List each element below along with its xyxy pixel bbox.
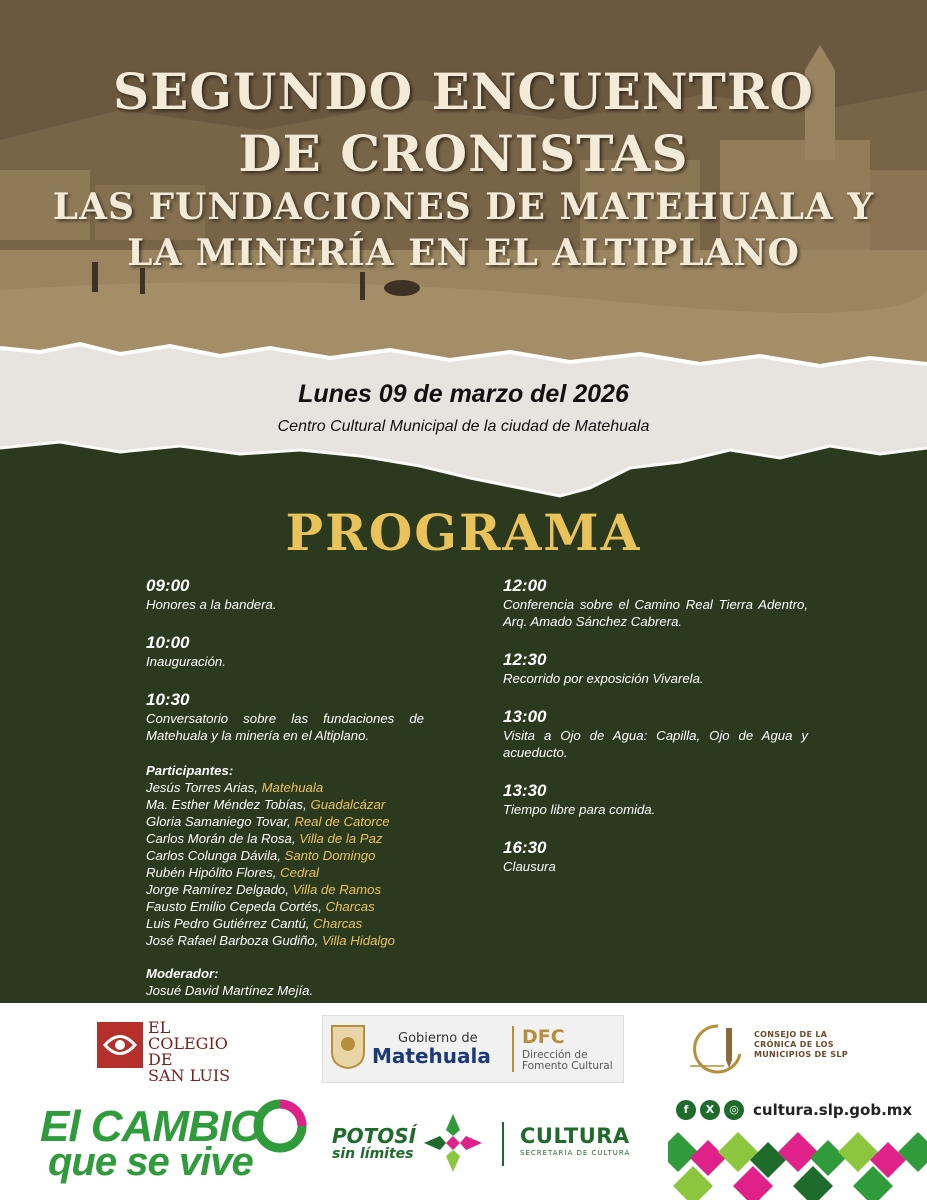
consejo-logo-text (754, 1030, 848, 1060)
schedule-desc: Recorrido por exposición Vivarela. (503, 671, 704, 686)
schedule-desc: Tiempo libre para comida. (503, 802, 656, 817)
schedule-item (503, 838, 808, 875)
matehuala-gob-label: Gobierno de (398, 1031, 478, 1046)
participants-list (146, 762, 424, 949)
participant-name: José Rafael Barboza Gudiño, (146, 933, 322, 948)
x-icon[interactable]: X (700, 1100, 720, 1120)
participant (146, 813, 424, 830)
participant (146, 779, 424, 796)
participants-label: Participantes: (146, 763, 234, 778)
schedule-time: 10:30 (146, 690, 190, 709)
participant-place: Matehuala (261, 780, 324, 795)
dfc-description (522, 1050, 613, 1072)
event-date: Lunes 09 de marzo del 2026 (298, 380, 629, 408)
website-link[interactable]: cultura.slp.gob.mx (753, 1101, 913, 1119)
potosi-line-2: sin límites (332, 1146, 414, 1162)
schedule-desc: Inauguración. (146, 654, 226, 669)
participant-place: Real de Catorce (294, 814, 390, 829)
participant-name: Fausto Emilio Cepeda Cortés, (146, 899, 326, 914)
colegio-logo-icon (97, 1022, 143, 1068)
participant-place: Guadalcázar (310, 797, 386, 812)
colegio-line: EL (148, 1018, 171, 1037)
shield-icon (330, 1024, 366, 1070)
schedule-item (146, 633, 424, 670)
consejo-line: CRÓNICA DE LOS (754, 1040, 834, 1049)
schedule-item (503, 576, 808, 630)
divider (512, 1026, 514, 1072)
decorative-pattern (668, 1132, 927, 1200)
subtitle-line-1: LAS FUNDACIONES DE MATEHUALA Y (52, 186, 875, 228)
schedule-time: 13:00 (503, 707, 547, 726)
participant (146, 898, 424, 915)
participant-name: Carlos Colunga Dávila, (146, 848, 285, 863)
moderator-label: Moderador: (146, 966, 219, 981)
schedule-time: 10:00 (146, 633, 190, 652)
schedule-time: 12:30 (503, 650, 547, 669)
participant-name: Luis Pedro Gutiérrez Cantú, (146, 916, 314, 931)
schedule-right-column (503, 576, 808, 895)
participant (146, 864, 424, 881)
dfc-line: Fomento Cultural (522, 1060, 613, 1072)
subtitle-line-2: LA MINERÍA EN EL ALTIPLANO (127, 232, 800, 274)
participant (146, 847, 424, 864)
colegio-line: DE (148, 1050, 173, 1069)
participant-name: Rubén Hipólito Flores, (146, 865, 281, 880)
dfc-line: Dirección de (522, 1049, 588, 1061)
schedule-desc: Visita a Ojo de Agua: Capilla, Ojo de Agua y acueducto. (503, 728, 808, 760)
schedule-item (503, 650, 808, 687)
participant-name: Ma. Esther Méndez Tobías, (146, 797, 311, 812)
consejo-line: MUNICIPIOS DE SLP (754, 1050, 848, 1059)
program-title: PROGRAMA (285, 503, 642, 562)
cultura-label: CULTURA (520, 1124, 630, 1148)
matehuala-name: Matehuala (372, 1044, 491, 1068)
schedule-desc: Conferencia sobre el Camino Real Tierra Adentro, Arq. Amado Sánchez Cabrera. (503, 597, 808, 629)
quill-icon (688, 1020, 748, 1078)
schedule-left-column (146, 576, 424, 999)
participant (146, 830, 424, 847)
title-line-2: DE CRONISTAS (238, 124, 689, 183)
schedule-item (146, 576, 424, 613)
dfc-label: DFC (522, 1026, 565, 1048)
schedule-time: 12:00 (503, 576, 547, 595)
facebook-icon[interactable]: f (676, 1100, 696, 1120)
schedule-time: 13:30 (503, 781, 547, 800)
participant-name: Carlos Morán de la Rosa, (146, 831, 300, 846)
participant-place: Villa de Ramos (292, 882, 382, 897)
moderator-name: Josué David Martínez Mejía. (146, 983, 314, 998)
schedule-item (503, 707, 808, 761)
participant (146, 796, 424, 813)
colegio-logo-text (148, 1020, 230, 1084)
schedule-desc: Clausura (503, 859, 556, 874)
instagram-icon[interactable]: ◎ (724, 1100, 744, 1120)
cambio-line-2: que se vive (48, 1140, 253, 1184)
participant (146, 881, 424, 898)
cambio-line-1: El CAMBIO (40, 1102, 264, 1151)
participant (146, 932, 424, 949)
schedule-item (146, 690, 424, 744)
schedule-desc: Conversatorio sobre las fundaciones de Matehuala y la minería en el Altiplano. (146, 711, 424, 743)
cultura-sublabel: SECRETARÍA DE CULTURA (520, 1149, 631, 1157)
participant (146, 915, 424, 932)
colegio-line: SAN LUIS (148, 1066, 231, 1085)
consejo-line: CONSEJO DE LA (754, 1030, 828, 1039)
participant-place: Charcas (325, 899, 375, 914)
schedule-time: 09:00 (146, 576, 190, 595)
participant-name: Gloria Samaniego Tovar, (146, 814, 295, 829)
schedule-item (503, 781, 808, 818)
participant-place: Charcas (313, 916, 363, 931)
participant-place: Villa de la Paz (299, 831, 383, 846)
participant-place: Santo Domingo (284, 848, 376, 863)
potosi-star-icon (420, 1110, 486, 1176)
schedule-desc: Honores a la bandera. (146, 597, 277, 612)
colegio-line: COLEGIO (148, 1034, 228, 1053)
participant-place: Villa Hidalgo (321, 933, 396, 948)
divider (502, 1122, 504, 1166)
participant-place: Cedral (280, 865, 319, 880)
participant-name: Jorge Ramírez Delgado, (146, 882, 293, 897)
participant-name: Jesús Torres Arias, (146, 780, 262, 795)
potosi-line-1: POTOSÍ (332, 1124, 417, 1148)
event-venue: Centro Cultural Municipal de la ciudad de Matehuala (277, 418, 650, 435)
moderator (146, 965, 424, 999)
schedule-time: 16:30 (503, 838, 547, 857)
title-line-1: SEGUNDO ENCUENTRO (113, 62, 814, 121)
